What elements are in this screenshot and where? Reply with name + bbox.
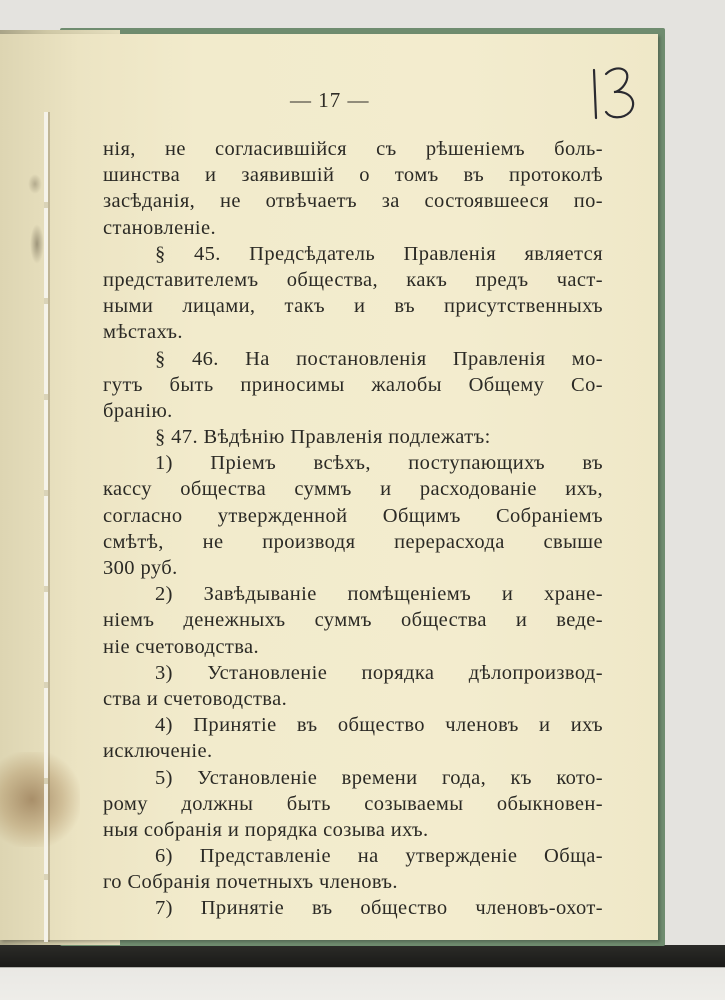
text-line: 1) Пріемъ всѣхъ, поступающихъ въ — [155, 452, 603, 475]
text-line: представителемъ общества, какъ предъ част- — [103, 268, 603, 291]
handwritten-folio-number — [586, 62, 646, 124]
text-line: § 46. На постановленія Правленія мо- — [155, 347, 603, 370]
text-line: § 47. Вѣдѣнію Правленія подлежатъ: — [155, 426, 491, 449]
text-line: исключеніе. — [103, 740, 213, 763]
text-line: ніемъ денежныхъ суммъ общества и веде- — [103, 609, 603, 632]
desk-shadow — [0, 945, 725, 1000]
text-line: смѣтѣ, не производя перерасхода свыше — [103, 530, 603, 553]
text-line: становленіе. — [103, 216, 217, 239]
text-line: кассу общества суммъ и расходованіе ихъ, — [103, 478, 603, 501]
binding-thread-shadow — [48, 112, 50, 942]
paper-spot — [28, 174, 42, 194]
text-line: шинства и заявившій о томъ въ протоколѣ — [103, 164, 603, 187]
text-line: 300 руб. — [103, 557, 178, 579]
text-line: гутъ быть приносимы жалобы Общему Со- — [103, 373, 603, 396]
paper-spot — [30, 224, 44, 264]
text-line: § 45. Предсѣдатель Правленія является — [155, 242, 603, 265]
text-line: ства и счетоводства. — [103, 687, 288, 710]
text-line: 4) Принятіе въ общество членовъ и ихъ — [155, 714, 603, 737]
text-line: бранію. — [103, 399, 173, 422]
text-line: 7) Принятіе въ общество членовъ-охот- — [155, 897, 603, 920]
text-line: 3) Установленіе порядка дѣлопроизвод- — [155, 661, 603, 684]
text-line: нія, не согласившійся съ рѣшеніемъ боль- — [103, 138, 603, 160]
text-line: 5) Установленіе времени года, къ кото- — [155, 766, 603, 789]
binding-thread — [44, 112, 48, 942]
text-line: ныя собранія и порядка созыва ихъ. — [103, 818, 429, 841]
text-line: засѣданія, не отвѣчаетъ за состоявшееся по- — [103, 190, 603, 213]
body-text — [103, 136, 603, 922]
text-line: 2) Завѣдываніе помѣщеніемъ и хране- — [155, 583, 603, 606]
text-line: го Собранія почетныхъ членовъ. — [103, 871, 398, 894]
text-line: 6) Представленіе на утвержденіе Обща- — [155, 845, 603, 868]
text-line: мѣстахъ. — [103, 321, 183, 344]
text-line: ными лицами, такъ и въ присутственныхъ — [103, 295, 603, 318]
text-line: рому должны быть созываемы обыкновен- — [103, 792, 603, 815]
text-line: ніе счетоводства. — [103, 635, 260, 658]
page-number: — 17 — — [290, 88, 370, 112]
text-line: согласно утвержденной Общимъ Собраніемъ — [103, 504, 603, 527]
water-stain — [0, 752, 80, 847]
